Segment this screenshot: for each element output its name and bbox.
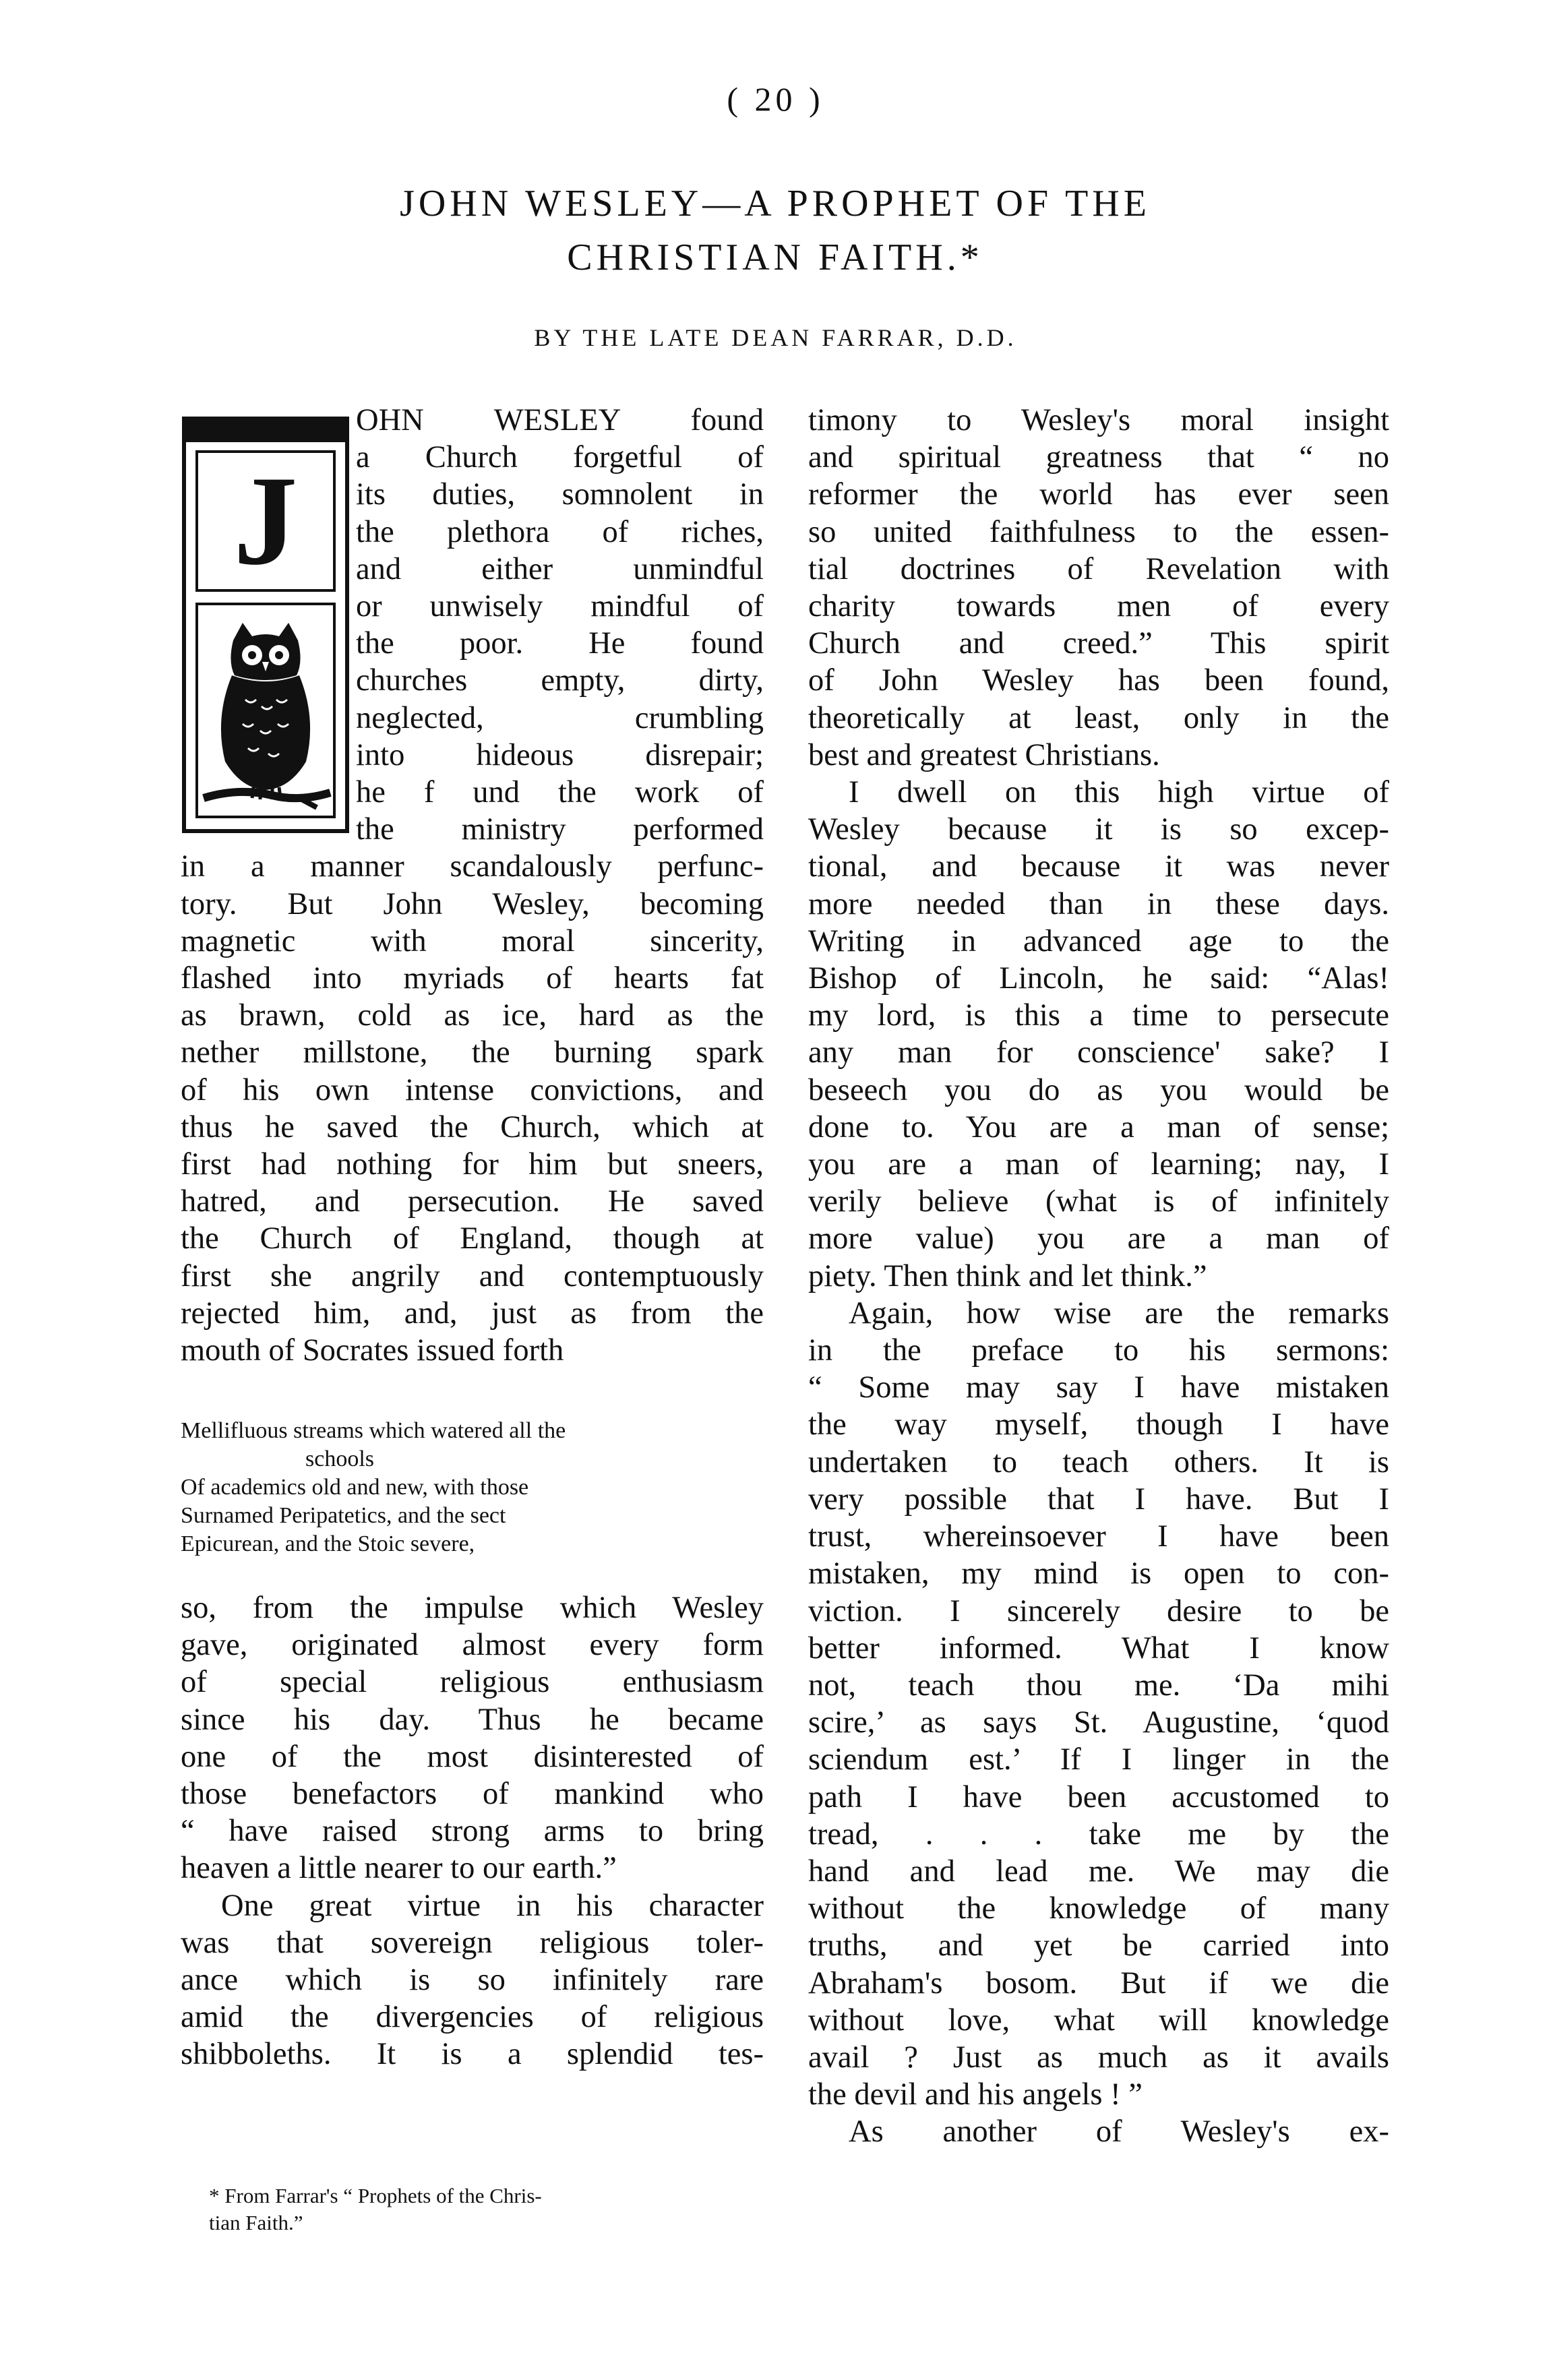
text-line: into hideous disrepair; (356, 737, 764, 772)
text-line: not, teach thou me. ‘Da mihi (808, 1668, 1389, 1703)
text-line: first had nothing for him but sneers, (181, 1147, 764, 1182)
verse-line: Mellifluous streams which watered all the (181, 1418, 566, 1443)
text-line: and spiritual greatness that “ no (808, 440, 1389, 475)
text-line: sciendum est.’ If I linger in the (808, 1742, 1389, 1777)
title-line-2: CHRISTIAN FAITH.* (567, 237, 983, 278)
text-line: more needed than in these days. (808, 886, 1389, 921)
text-line: was that sovereign religious toler- (181, 1925, 764, 1960)
drop-cap-letter: J (195, 450, 336, 592)
text-line: I dwell on this high virtue of (849, 775, 1389, 810)
text-line: heaven a little nearer to our earth.” (181, 1851, 617, 1886)
text-line: done to. You are a man of sense; (808, 1109, 1389, 1145)
text-line: “ Some may say I have mistaken (808, 1370, 1389, 1405)
verse-line: schools (305, 1446, 374, 1471)
text-line: Bishop of Lincoln, he said: “Alas! (808, 961, 1389, 996)
text-line: undertaken to teach others. It is (808, 1444, 1389, 1479)
drop-cap-ornament (182, 417, 349, 833)
right-column (808, 402, 1389, 2151)
text-line: amid the divergencies of religious (181, 2000, 764, 2035)
text-line: rejected him, and, just as from the (181, 1295, 764, 1331)
text-line: more value) you are a man of (808, 1221, 1389, 1256)
text-line: or unwisely mindful of (356, 589, 764, 624)
text-line: as brawn, cold as ice, hard as the (181, 998, 764, 1033)
text-line: its duties, somnolent in (356, 477, 764, 512)
text-line: the plethora of riches, (356, 514, 764, 549)
text-line: the devil and his angels ! ” (808, 2077, 1143, 2112)
quoted-verse (181, 1417, 764, 1558)
text-line: churches empty, dirty, (356, 663, 764, 698)
text-line: “ have raised strong arms to bring (181, 1814, 764, 1849)
text-line: shibboleths. It is a splendid tes- (181, 2037, 764, 2072)
page-number: ( 20 ) (727, 80, 824, 118)
byline: BY THE LATE DEAN FARRAR, D.D. (534, 324, 1017, 351)
text-line: those benefactors of mankind who (181, 1777, 764, 1812)
text-line: and either unmindful (356, 551, 764, 586)
text-line: mouth of Socrates issued forth (181, 1333, 564, 1368)
text-line: thus he saved the Church, which at (181, 1109, 764, 1145)
text-line: tread, . . . take me by the (808, 1817, 1389, 1852)
text-line: hatred, and persecution. He saved (181, 1184, 764, 1219)
text-line: since his day. Thus he became (181, 1702, 764, 1737)
text-line: Wesley because it is so excep- (808, 812, 1389, 847)
text-line: Writing in advanced age to the (808, 923, 1389, 958)
text-line: without the knowledge of many (808, 1891, 1389, 1926)
text-line: the ministry performed (356, 812, 764, 847)
text-line: viction. I sincerely desire to be (808, 1593, 1389, 1628)
text-line: better informed. What I know (808, 1630, 1389, 1666)
text-line: Abraham's bosom. But if we die (808, 1965, 1389, 2001)
text-line: best and greatest Christians. (808, 737, 1160, 772)
text-line: he f und the work of (356, 775, 764, 810)
text-line: reformer the world has ever seen (808, 477, 1389, 512)
text-line: ance which is so infinitely rare (181, 1963, 764, 1998)
text-line: theoretically at least, only in the (808, 700, 1389, 735)
text-line: beseech you do as you would be (808, 1072, 1389, 1107)
text-line: As another of Wesley's ex- (849, 2114, 1389, 2149)
verse-line: Surnamed Peripatetics, and the sect (181, 1503, 506, 1528)
text-line: first she angrily and contemptuously (181, 1258, 764, 1293)
text-line: hand and lead me. We may die (808, 1854, 1389, 1889)
verse-line: Epicurean, and the Stoic severe, (181, 1531, 475, 1556)
text-line: Church and creed.” This spirit (808, 626, 1389, 661)
text-line: nether millstone, the burning spark (181, 1035, 764, 1070)
verse-line: Of academics old and new, with those (181, 1475, 529, 1500)
text-line: without love, what will knowledge (808, 2003, 1389, 2038)
footnote-line: * From Farrar's “ Prophets of the Chris- (209, 2184, 542, 2207)
text-line: trust, whereinsoever I have been (808, 1519, 1389, 1554)
text-line: gave, originated almost every form (181, 1628, 764, 1663)
text-line: flashed into myriads of hearts fat (181, 961, 764, 996)
text-line: timony to Wesley's moral insight (808, 403, 1389, 437)
text-line: of his own intense convictions, and (181, 1072, 764, 1107)
text-line: avail ? Just as much as it avails (808, 2040, 1389, 2075)
ornament-bar (186, 421, 345, 442)
text-line: One great virtue in his character (221, 1888, 764, 1923)
title-line-1: JOHN WESLEY—A PROPHET OF THE (400, 183, 1151, 224)
text-line: so united faithfulness to the essen- (808, 514, 1389, 549)
text-line: you are a man of learning; nay, I (808, 1147, 1389, 1182)
text-line: neglected, crumbling (356, 700, 764, 735)
text-line: the poor. He found (356, 626, 764, 661)
footnote (209, 2183, 748, 2236)
text-line: mistaken, my mind is open to con- (808, 1556, 1389, 1591)
footnote-line: tian Faith.” (209, 2211, 303, 2234)
text-line: magnetic with moral sincerity, (181, 923, 764, 958)
text-line: verily believe (what is of infinitely (808, 1184, 1389, 1219)
text-line: of John Wesley has been found, (808, 663, 1389, 698)
text-line: one of the most disinterested of (181, 1739, 764, 1774)
text-line: path I have been accustomed to (808, 1779, 1389, 1814)
text-line: scire,’ as says St. Augustine, ‘quod (808, 1705, 1389, 1740)
text-line: in a manner scandalously perfunc- (181, 849, 764, 884)
text-line: OHN WESLEY found (356, 403, 764, 437)
text-line: Again, how wise are the remarks (849, 1295, 1389, 1331)
text-line: charity towards men of every (808, 589, 1389, 624)
article-title (202, 177, 1348, 284)
text-line: of special religious enthusiasm (181, 1665, 764, 1700)
text-line: my lord, is this a time to persecute (808, 998, 1389, 1033)
left-column-bottom (181, 1589, 764, 2073)
text-line: very possible that I have. But I (808, 1482, 1389, 1517)
text-line: the way myself, though I have (808, 1407, 1389, 1442)
owl-illustration (195, 603, 336, 818)
text-line: a Church forgetful of (356, 440, 764, 475)
text-line: truths, and yet be carried into (808, 1928, 1389, 1963)
text-line: piety. Then think and let think.” (808, 1258, 1207, 1293)
text-line: the Church of England, though at (181, 1221, 764, 1256)
text-line: tional, and because it was never (808, 849, 1389, 884)
owl-icon (198, 605, 333, 816)
text-line: tory. But John Wesley, becoming (181, 886, 764, 921)
text-line: any man for conscience' sake? I (808, 1035, 1389, 1070)
text-line: tial doctrines of Revelation with (808, 551, 1389, 586)
text-line: so, from the impulse which Wesley (181, 1591, 764, 1625)
text-line: in the preface to his sermons: (808, 1333, 1389, 1368)
